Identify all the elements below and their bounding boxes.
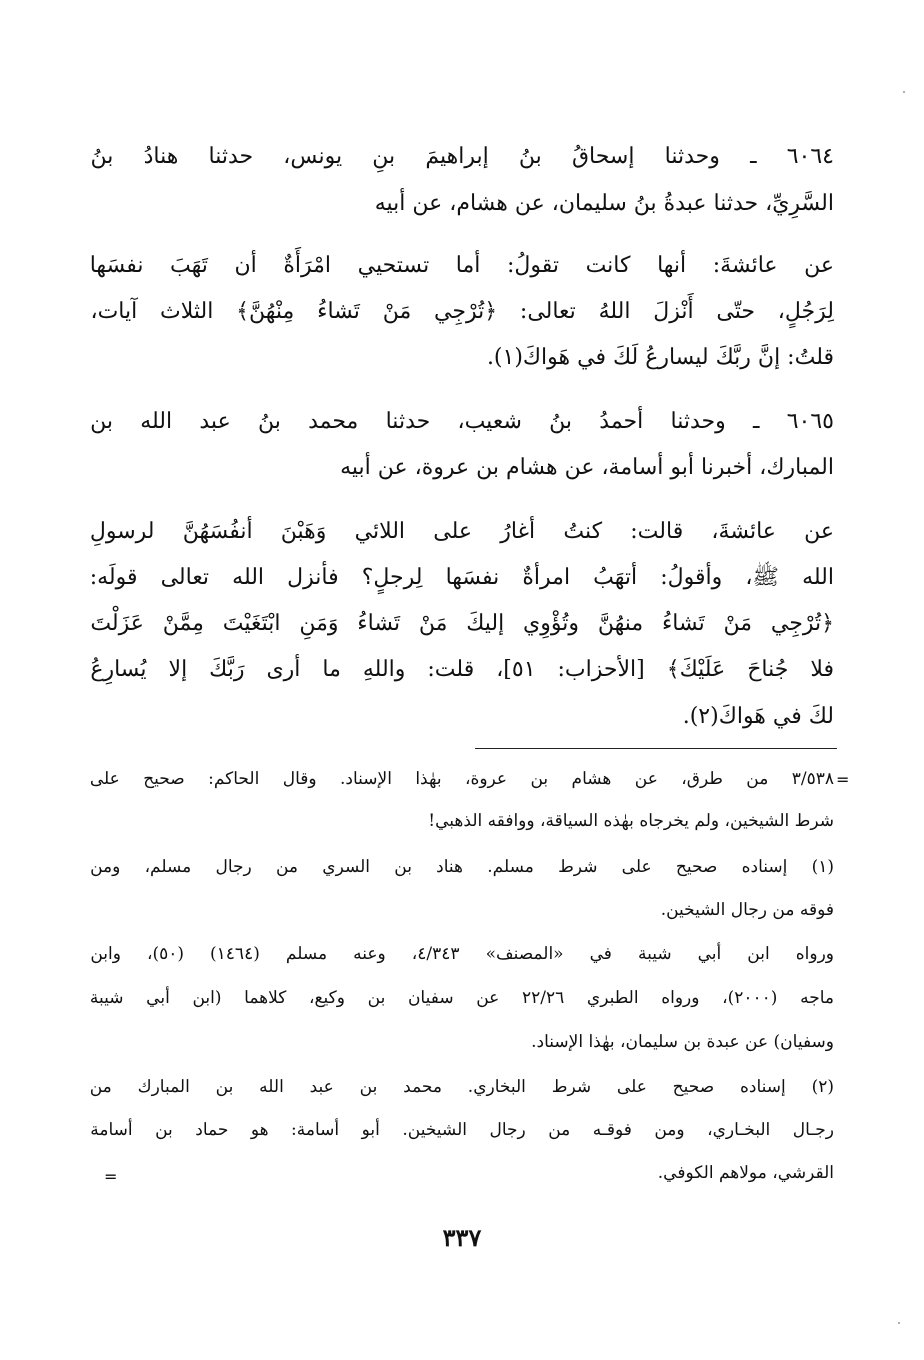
footnote-line: (١) إسناده صحيح على شرط مسلم. هناد بن السري من رجال مسلم، ومن xyxy=(90,857,834,877)
scan-speck xyxy=(903,91,905,93)
text-line: المبارك، أخبرنا أبو أسامة، عن هشام بن عروة، عن أبيه xyxy=(340,455,834,480)
text-line: الله ﷺ، وأقولُ: أتهَبُ امرأةٌ نفسَها لِرجلٍ؟ فأنزل الله تعالى قولَه: xyxy=(89,565,834,590)
text-line: عن عائشةَ، قالت: كنتُ أغارُ على اللائي وَهَبْنَ أنفُسَهُنَّ لرسولِ xyxy=(89,519,834,544)
footnote-line: رجـال البخـاري، ومن فوقـه من رجال الشيخين. أبو أسامة: هو حماد بن أسامة xyxy=(90,1120,834,1140)
footnote-line: ماجه (٢٠٠٠)، ورواه الطبري ٢٢/٢٦ عن سفيان بن وكيع، كلاهما (ابن أبي شيبة xyxy=(89,988,834,1008)
scan-speck xyxy=(898,1322,900,1324)
text-line: ﴿تُرْجِي مَنْ تَشاءُ منهُنَّ وتُؤْوِي إليكَ مَنْ تَشاءُ وَمَنِ ابْتَغَيْتَ مِمَّنْ عَزَلْتَ xyxy=(90,611,834,636)
footnote-line: ورواه ابن أبي شيبة في «المصنف» ٤/٣٤٣، وعنه مسلم (١٤٦٤) (٥٠)، وابن xyxy=(90,944,834,964)
footnote-line: القرشي، مولاهم الكوفي. xyxy=(657,1163,834,1183)
text-line: ٦٠٦٤ ـ وحدثنا إسحاقُ بنُ إبراهيمَ بنِ يونس، حدثنا هنادُ بنُ xyxy=(90,144,834,169)
text-line: فلا جُناحَ عَلَيْكَ﴾ [الأحزاب: ٥١]، قلت: واللهِ ما أرى رَبَّكَ إلا يُسارِعُ xyxy=(90,657,834,682)
footnote-line: وسفيان) عن عبدة بن سليمان، بهٰذا الإسناد. xyxy=(531,1032,834,1052)
text-line: قلتُ: إنَّ ربَّكَ ليسارعُ لَكَ في هَواكَ(١). xyxy=(486,345,834,370)
footnote-line: شرط الشيخين، ولم يخرجاه بهٰذه السياقة، ووافقه الذهبي! xyxy=(428,811,834,831)
footnote-line: فوقه من رجال الشيخين. xyxy=(660,900,834,920)
text-line: عن عائشةَ: أنها كانت تقولُ: أما تستحيي امْرَأَةٌ أن تَهَبَ نفسَها xyxy=(89,253,834,278)
footnote-separator xyxy=(475,748,837,749)
footnote-line: ٣/٥٣٨ من طرق، عن هشام بن عروة، بهٰذا الإسناد. وقال الحاكم: صحيح على xyxy=(89,769,834,789)
footnote-line: (٢) إسناده صحيح على شرط البخاري. محمد بن عبد الله بن المبارك من xyxy=(89,1077,834,1097)
text-line: لِرَجُلٍ، حتّى أَنْزلَ اللهُ تعالى: ﴿تُرْجِي مَنْ تَشاءُ مِنْهُنَّ﴾ الثلاث آيات، xyxy=(90,299,834,324)
page-number: ٣٣٧ xyxy=(442,1223,482,1252)
text-line: ٦٠٦٥ ـ وحدثنا أحمدُ بنُ شعيب، حدثنا محمد بنُ عبد الله بن xyxy=(90,409,834,434)
footnote-continuation-marker: = xyxy=(836,770,850,789)
text-line: السَّرِيِّ، حدثنا عبدةُ بنُ سليمان، عن هشام، عن أبيه xyxy=(374,191,834,216)
footnote-continuation-marker-end: = xyxy=(104,1167,118,1186)
text-line: لكَ في هَواكَ(٢). xyxy=(682,704,834,729)
